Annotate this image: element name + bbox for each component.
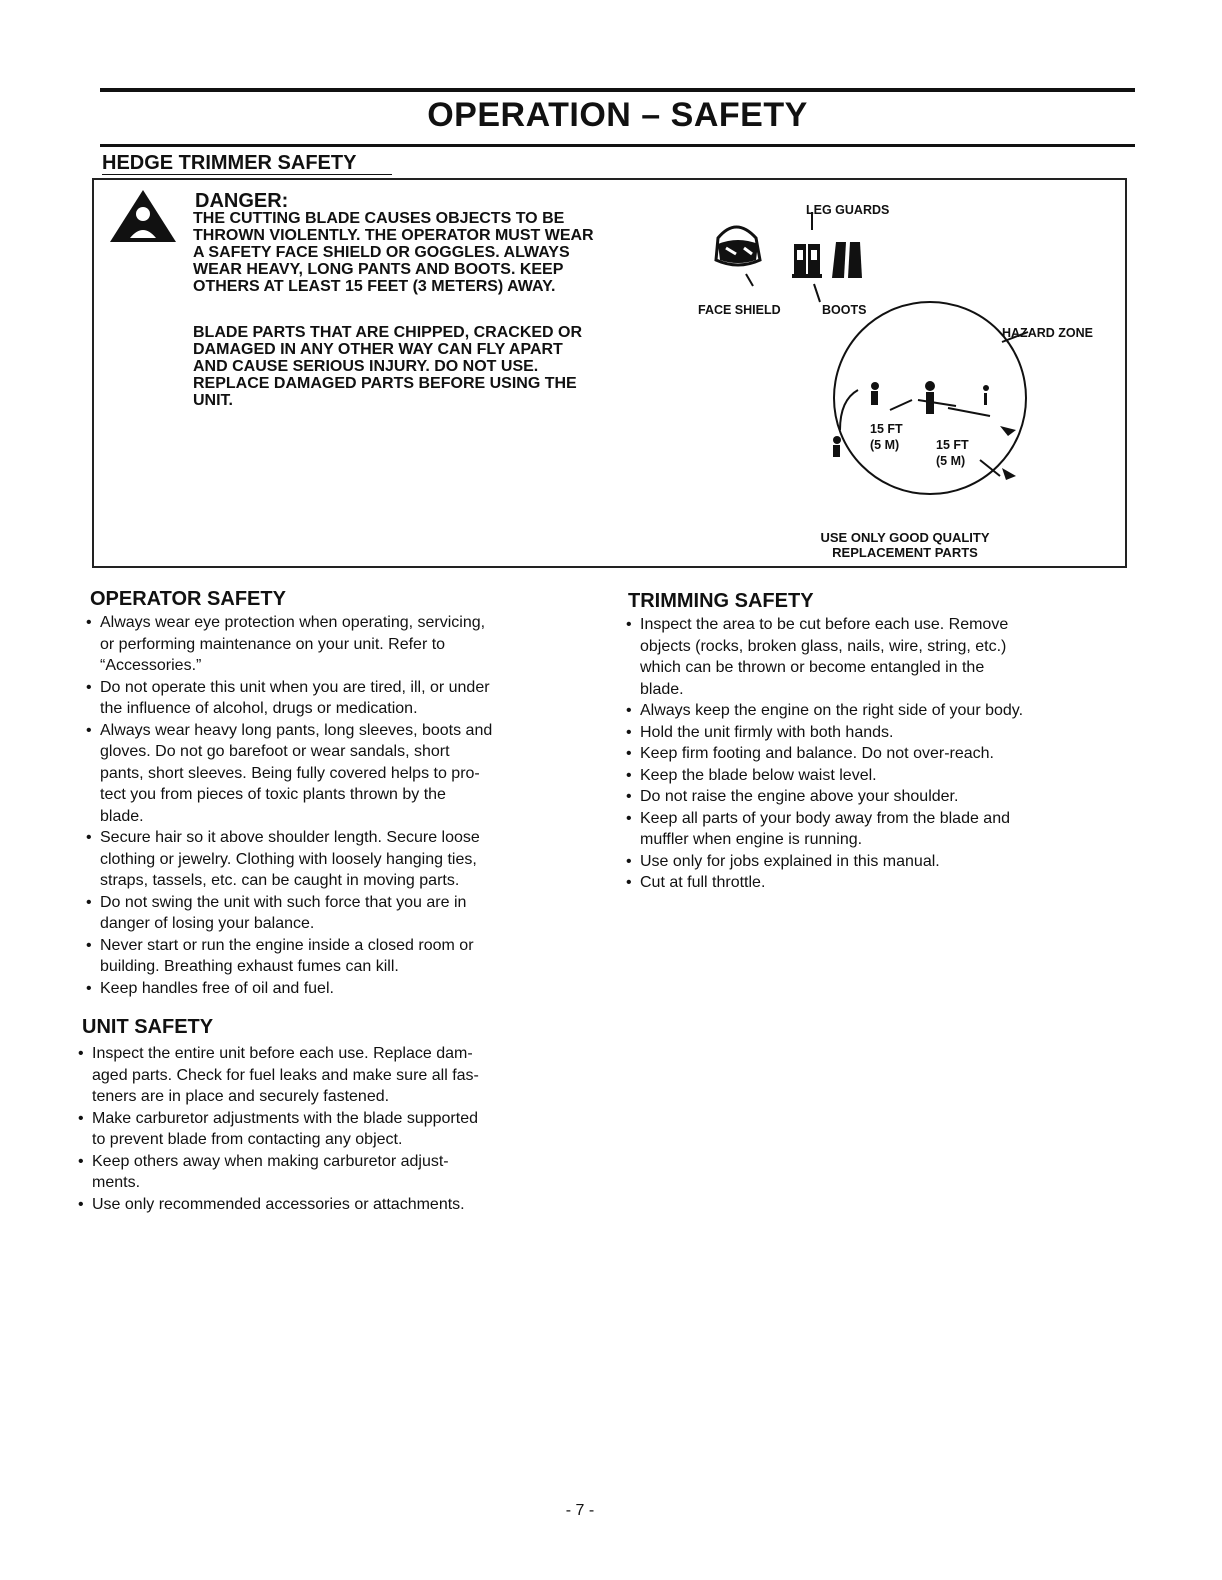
parts-note-line: REPLACEMENT PARTS [832,545,978,560]
danger-line: DAMAGED IN ANY OTHER WAY CAN FLY APART [193,341,563,358]
operator-safety-heading: OPERATOR SAFETY [90,588,286,610]
face-shield-pointer [746,274,753,286]
list-item: • Do not swing the unit with such force that you are in danger of losing your balance. [86,892,586,935]
title-rule [100,144,1135,147]
list-item: • Make carburetor adjustments with the blade supported to prevent blade from contacting any object. [78,1108,578,1151]
list-item: • Always keep the engine on the right side of your body. [626,700,1136,722]
list-item: • Inspect the area to be cut before each use. Remove objects (rocks, broken glass, nails, wire, string, etc.) which can be thrown or become entangled in the blade. [626,614,1136,700]
list-item: • Keep the blade below waist level. [626,765,1136,787]
danger-line: REPLACE DAMAGED PARTS BEFORE USING THE [193,375,577,392]
face-shield-icon [716,227,760,265]
danger-line: UNIT. [193,392,233,409]
danger-paragraph-2 [193,324,678,409]
list-item: • Do not raise the engine above your shoulder. [626,786,1136,808]
leg-guards-icon [792,244,822,278]
list-item: • Use only for jobs explained in this manual. [626,851,1136,873]
hazard-zone-label: HAZARD ZONE [1002,326,1093,340]
list-item: • Cut at full throttle. [626,872,1136,894]
distance-arrow [890,400,912,410]
boots-label: BOOTS [822,303,867,317]
distance-label-m: (5 M) [870,438,900,452]
trimming-safety-list [626,614,1136,894]
safety-gear-diagram [690,190,1120,520]
list-item: • Secure hair so it above shoulder length. Secure loose clothing or jewelry. Clothing with loosely hanging ties, straps, tassels, etc. can be caught in moving parts. [86,827,586,892]
top-rule [100,88,1135,92]
boots-icon [832,242,862,278]
list-item: • Always wear heavy long pants, long sleeves, boots and gloves. Do not go barefoot or wear sandals, short pants, short sleeves. Being fully covered helps to pro- tect you from pieces of toxic plants thrown by the blade. [86,720,586,828]
distance-label-ft: 15 FT [936,438,969,452]
danger-line: BLADE PARTS THAT ARE CHIPPED, CRACKED OR [193,324,583,341]
distance-label-m: (5 M) [936,454,966,468]
trimming-safety-heading: TRIMMING SAFETY [628,590,814,612]
distance-arrow [948,408,990,416]
page-number: - 7 - [565,1502,595,1519]
distance-label-ft: 15 FT [870,422,903,436]
list-item: • Keep others away when making carburetor adjust- ments. [78,1151,578,1194]
danger-line: A SAFETY FACE SHIELD OR GOGGLES. ALWAYS [193,244,570,261]
danger-line: WEAR HEAVY, LONG PANTS AND BOOTS. KEEP [193,261,564,278]
danger-line: THE CUTTING BLADE CAUSES OBJECTS TO BE [193,210,565,227]
list-item: • Do not operate this unit when you are tired, ill, or under the influence of alcohol, drugs or medication. [86,677,586,720]
face-shield-label: FACE SHIELD [698,303,781,317]
replacement-parts-note [790,530,1020,560]
list-item: • Use only recommended accessories or attachments. [78,1194,578,1216]
parts-note-line: USE ONLY GOOD QUALITY [820,530,990,545]
heading-underline [102,174,392,175]
leg-guards-label: LEG GUARDS [806,203,890,217]
safety-diagram-illustration [690,190,1120,520]
distance-arrow [840,390,858,430]
danger-label: DANGER: [195,190,289,212]
danger-line: OTHERS AT LEAST 15 FEET (3 METERS) AWAY. [193,278,556,295]
operator-safety-list [86,612,586,999]
list-item: • Hold the unit firmly with both hands. [626,722,1136,744]
list-item: • Never start or run the engine inside a closed room or building. Breathing exhaust fumes can kill. [86,935,586,978]
danger-line: THROWN VIOLENTLY. THE OPERATOR MUST WEAR [193,227,594,244]
list-item: • Always wear eye protection when operating, servicing, or performing maintenance on your unit. Refer to “Accessories.” [86,612,586,677]
danger-line: AND CAUSE SERIOUS INJURY. DO NOT USE. [193,358,539,375]
list-item: • Keep handles free of oil and fuel. [86,978,586,1000]
unit-safety-list [78,1043,578,1215]
warning-triangle-icon [108,188,178,249]
boots-pointer [814,284,820,302]
unit-safety-heading: UNIT SAFETY [82,1016,214,1038]
list-item: • Keep firm footing and balance. Do not over-reach. [626,743,1136,765]
list-item: • Inspect the entire unit before each use. Replace dam- aged parts. Check for fuel leaks and make sure all fas- teners are in place and securely fastened. [78,1043,578,1108]
danger-paragraph-1 [193,210,678,295]
page-title: OPERATION – SAFETY [427,96,808,134]
list-item: • Keep all parts of your body away from the blade and muffler when engine is running. [626,808,1136,851]
hedge-trimmer-heading: HEDGE TRIMMER SAFETY [102,152,357,174]
